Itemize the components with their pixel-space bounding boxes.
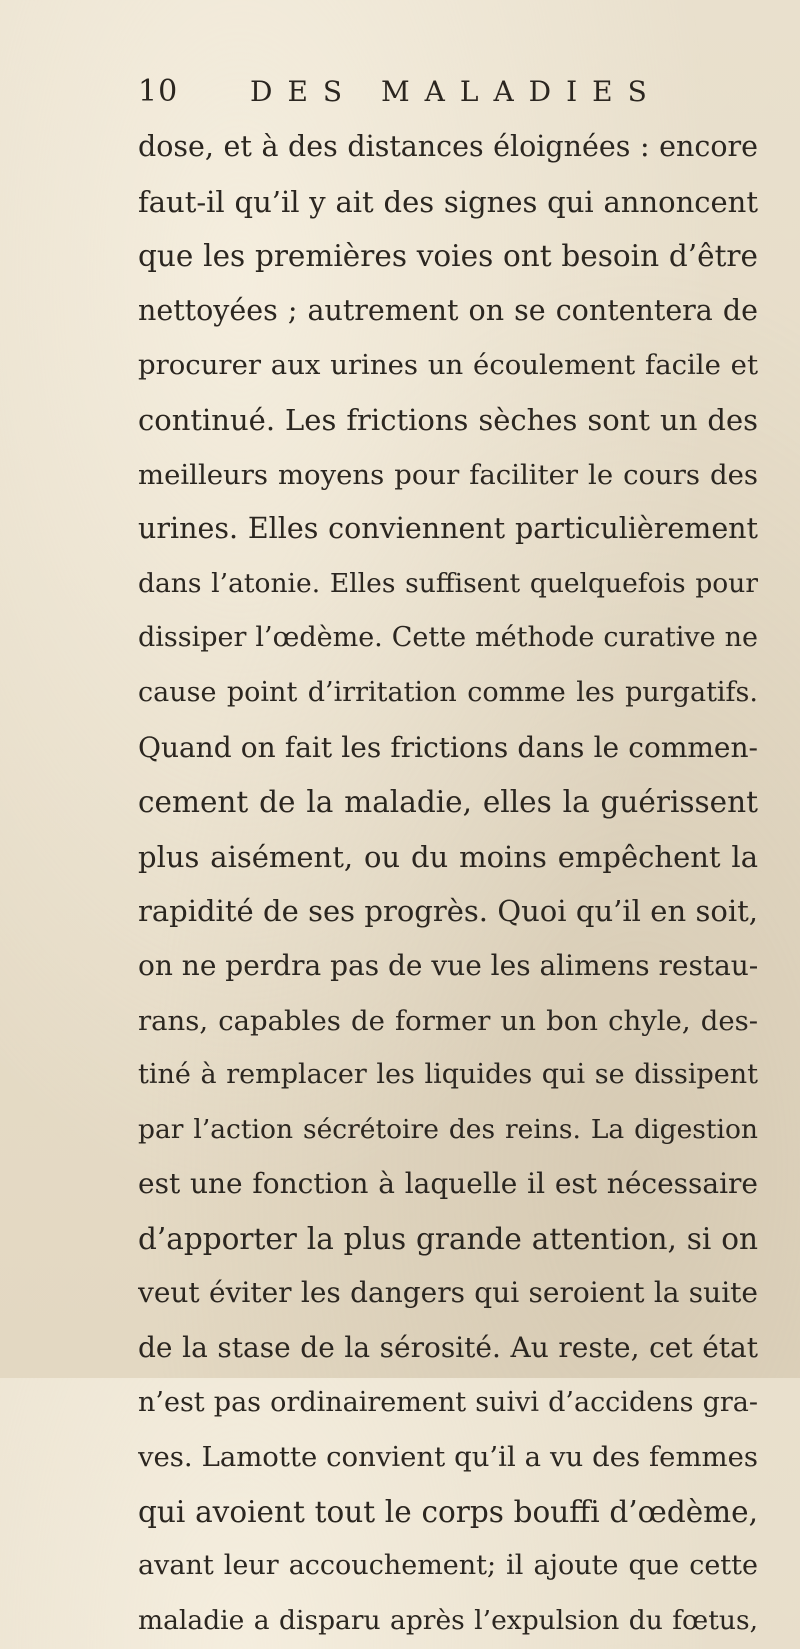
text-line: maladie a disparu après l’expulsion du fœtus,: [138, 1605, 758, 1637]
text-line: par l’action sécrétoire des reins. La digestion: [138, 1113, 758, 1145]
text-line: urines. Elles conviennent particulièrement: [138, 512, 758, 546]
text-line: ves. Lamotte convient qu’il a vu des femmes: [138, 1441, 758, 1474]
text-line: on ne perdra pas de vue les alimens restau-: [138, 948, 758, 982]
text-line: plus aisément, ou du moins empêchent la: [138, 839, 758, 874]
text-line: Quand on fait les frictions dans le commen-: [138, 730, 758, 764]
text-line: rans, capables de former un bon chyle, des-: [138, 1004, 758, 1037]
text-line: faut-il qu’il y ait des signes qui annoncent: [138, 184, 758, 219]
text-line: continué. Les frictions sèches sont un des: [138, 402, 758, 437]
text-line: cement de la maladie, elles la guérissent: [138, 785, 758, 820]
body-text: [138, 120, 758, 1649]
text-line: qui avoient tout le corps bouffi d’œdème,: [138, 1494, 758, 1529]
text-line: tiné à remplacer les liquides qui se dissipent: [138, 1059, 758, 1091]
text-line: d’apporter la plus grande attention, si on: [138, 1221, 758, 1256]
running-head: [138, 72, 662, 112]
text-line: dose, et à des distances éloignées : encore: [138, 130, 758, 163]
text-line: meilleurs moyens pour faciliter le cours des: [138, 458, 758, 491]
text-line: dans l’atonie. Elles suffisent quelquefois pour: [138, 567, 758, 599]
text-line: procurer aux urines un écoulement facile et: [138, 349, 758, 382]
text-line: nettoyées ; autrement on se contentera de: [138, 293, 758, 327]
text-line: que les premières voies ont besoin d’être: [138, 239, 758, 274]
text-line: veut éviter les dangers qui seroient la suite: [138, 1276, 758, 1310]
text-line: n’est pas ordinairement suivi d’accidens gra-: [138, 1386, 758, 1418]
text-line: cause point d’irritation comme les purgatifs.: [138, 676, 758, 708]
text-line: dissiper l’œdème. Cette méthode curative ne: [138, 622, 758, 654]
text-line: avant leur accouchement; il ajoute que cette: [138, 1550, 758, 1582]
text-line: rapidité de ses progrès. Quoi qu’il en soit,: [138, 894, 758, 929]
text-line: de la stase de la sérosité. Au reste, cet état: [138, 1331, 758, 1365]
text-line: est une fonction à laquelle il est nécessaire: [138, 1167, 758, 1201]
page-number: 10: [138, 74, 179, 109]
running-title: DES MALADIES: [250, 75, 662, 108]
